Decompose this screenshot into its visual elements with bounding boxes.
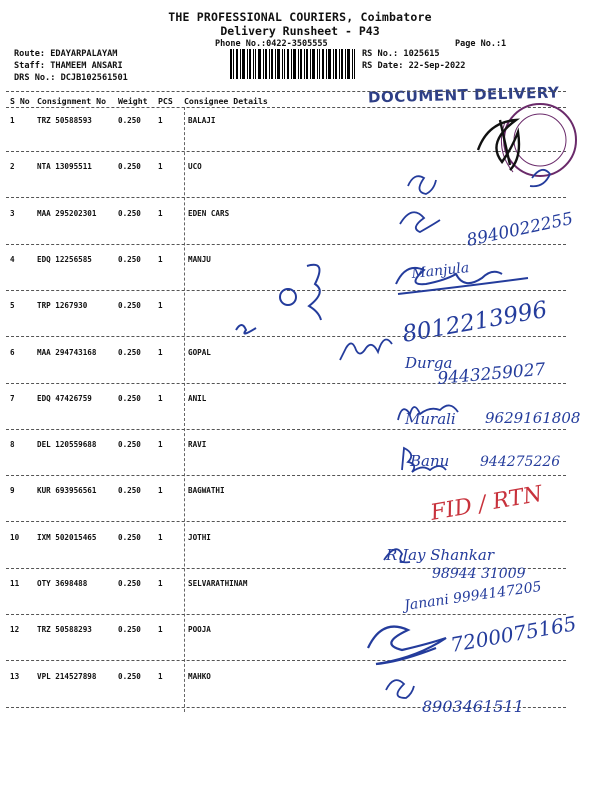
- rs-number: RS No.: 1025615: [362, 49, 440, 59]
- row-consignee: RAVI: [188, 440, 207, 449]
- handwritten-note: Murali: [405, 410, 456, 428]
- handwritten-note: Durga: [405, 354, 453, 372]
- row-consignee: BALAJI: [188, 116, 216, 125]
- row-consignee: EDEN CARS: [188, 209, 230, 218]
- row-weight: 0.250: [118, 116, 141, 125]
- handwritten-note: 9629161808: [485, 409, 581, 427]
- handwritten-note: 8940022255: [464, 208, 575, 251]
- row-sno: 6: [10, 348, 15, 357]
- route: Route: EDAYARPALAYAM: [14, 49, 118, 59]
- handwritten-note: 7200075165: [448, 611, 579, 657]
- row-consignee: UCO: [188, 162, 202, 171]
- row-weight: 0.250: [118, 255, 141, 264]
- row-weight: 0.250: [118, 348, 141, 357]
- col-header-consignee: Consignee Details: [184, 96, 268, 106]
- row-consignee: ANIL: [188, 394, 207, 403]
- row-weight: 0.250: [118, 672, 141, 681]
- row-consignee: MANJU: [188, 255, 211, 264]
- row-sno: 13: [10, 672, 20, 681]
- row-consignment: TRP 1267930: [37, 301, 88, 310]
- row-pcs: 1: [158, 625, 163, 634]
- row-pcs: 1: [158, 672, 163, 681]
- row-consignee: GOPAL: [188, 348, 211, 357]
- row-weight: 0.250: [118, 209, 141, 218]
- row-sno: 1: [10, 116, 15, 125]
- row-consignment: OTY 3698488: [37, 579, 88, 588]
- col-header-consignment: Consignment No: [37, 96, 107, 106]
- handwritten-note: 944275226: [480, 454, 561, 470]
- page-number: Page No.:1: [455, 39, 507, 49]
- col-header-pcs: PCS: [158, 96, 173, 106]
- row-consignment: DEL 120559688: [37, 440, 97, 449]
- row-weight: 0.250: [118, 579, 141, 588]
- row-pcs: 1: [158, 348, 163, 357]
- handwritten-note: 8012213996: [400, 296, 550, 348]
- row-pcs: 1: [158, 533, 163, 542]
- row-weight: 0.250: [118, 162, 141, 171]
- col-header-sno: S No: [10, 96, 30, 106]
- row-weight: 0.250: [118, 440, 141, 449]
- document-delivery-stamp: DOCUMENT DELIVERY: [367, 83, 560, 107]
- row-sno: 4: [10, 255, 15, 264]
- row-sno: 8: [10, 440, 15, 449]
- phone-number: Phone No.:0422-3505555: [215, 39, 328, 49]
- row-consignee: SELVARATHINAM: [188, 579, 248, 588]
- runsheet-title: Delivery Runsheet - P43: [220, 24, 380, 38]
- handwritten-note: FID / RTN: [428, 481, 545, 526]
- row-pcs: 1: [158, 209, 163, 218]
- handwritten-note: Banu: [410, 452, 450, 470]
- row-consignee: BAGWATHI: [188, 486, 225, 495]
- row-consignment: EDQ 47426759: [37, 394, 92, 403]
- handwritten-note: R Jay Shankar: [386, 546, 495, 564]
- signature-row-5: [236, 265, 321, 334]
- row-sno: 3: [10, 209, 15, 218]
- row-pcs: 1: [158, 394, 163, 403]
- row-weight: 0.250: [118, 394, 141, 403]
- handwritten-note: 8903461511: [422, 697, 524, 716]
- row-consignment: EDQ 12256585: [37, 255, 92, 264]
- row-pcs: 1: [158, 486, 163, 495]
- row-pcs: 1: [158, 301, 163, 310]
- row-sno: 5: [10, 301, 15, 310]
- handwritten-note: 98944 31009: [432, 566, 526, 582]
- signature-row-13: [386, 680, 414, 698]
- row-sno: 7: [10, 394, 15, 403]
- row-consignment: VPL 214527898: [37, 672, 97, 681]
- row-consignment: KUR 693956561: [37, 486, 97, 495]
- company-name: THE PROFESSIONAL COURIERS, Coimbatore: [168, 10, 432, 24]
- row-pcs: 1: [158, 579, 163, 588]
- row-sno: 12: [10, 625, 20, 634]
- row-consignee: JOTHI: [188, 533, 211, 542]
- handwritten-note: Manjula: [410, 260, 470, 282]
- row-weight: 0.250: [118, 301, 141, 310]
- row-consignment: MAA 295202301: [37, 209, 97, 218]
- row-sno: 11: [10, 579, 20, 588]
- row-sno: 2: [10, 162, 15, 171]
- row-consignment: NTA 13095511: [37, 162, 92, 171]
- handwritten-note: 9443259027: [436, 359, 547, 389]
- col-header-weight: Weight: [118, 96, 148, 106]
- row-pcs: 1: [158, 116, 163, 125]
- row-weight: 0.250: [118, 625, 141, 634]
- signature-row-3: [400, 212, 440, 232]
- row-weight: 0.250: [118, 533, 141, 542]
- row-pcs: 1: [158, 440, 163, 449]
- handwritten-note: Janani 9994147205: [403, 578, 543, 614]
- signature-row-12: [368, 627, 446, 664]
- row-consignment: IXM 502015465: [37, 533, 97, 542]
- signature-row-6: [340, 340, 392, 361]
- row-sno: 10: [10, 533, 20, 542]
- drs-number: DRS No.: DCJB102561501: [14, 73, 128, 83]
- row-consignee: MAHKO: [188, 672, 211, 681]
- rs-date: RS Date: 22-Sep-2022: [362, 61, 466, 71]
- row-pcs: 1: [158, 255, 163, 264]
- row-sno: 9: [10, 486, 15, 495]
- staff: Staff: THAMEEM ANSARI: [14, 61, 123, 71]
- row-consignment: MAA 294743168: [37, 348, 97, 357]
- row-consignment: TRZ 50588293: [37, 625, 92, 634]
- row-pcs: 1: [158, 162, 163, 171]
- row-consignee: POOJA: [188, 625, 211, 634]
- row-weight: 0.250: [118, 486, 141, 495]
- row-consignment: TRZ 50588593: [37, 116, 92, 125]
